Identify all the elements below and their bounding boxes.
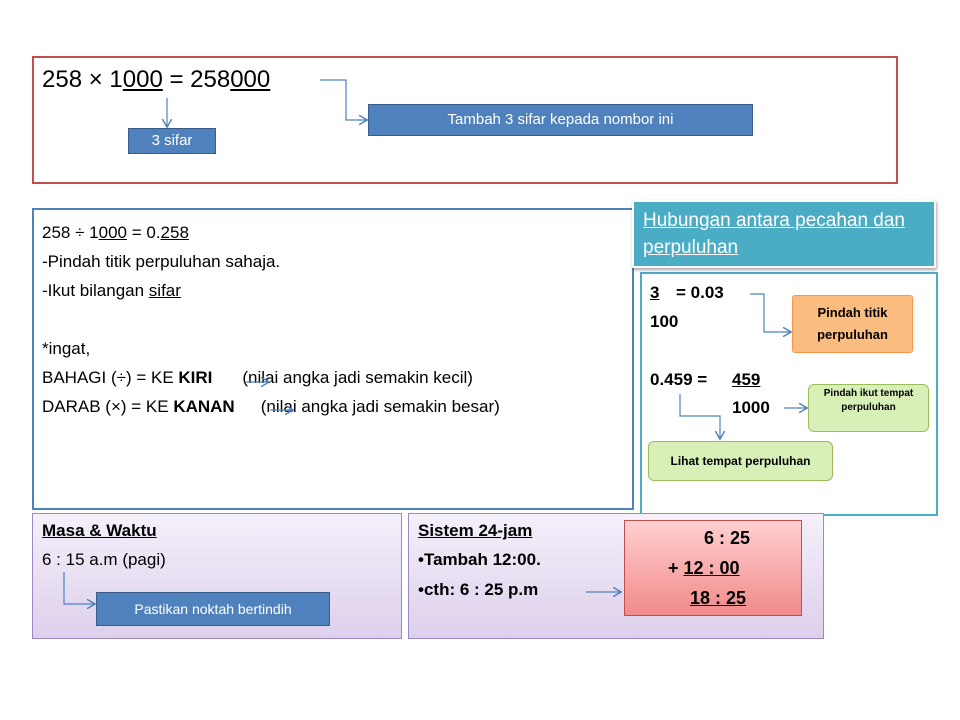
div-eq-prefix: 258 ÷ 1: [42, 223, 99, 242]
division-line-3: [42, 276, 500, 305]
div-eq-mid: = 0.: [126, 223, 161, 242]
division-darab-rule: [42, 392, 500, 421]
division-remember: *ingat,: [42, 339, 91, 358]
addition-line-2: [668, 558, 740, 579]
bahagi-direction: KIRI: [178, 368, 213, 387]
darab-note: (nilai angka jadi semakin besar): [260, 397, 500, 416]
decimal-value: 0.459 =: [650, 370, 708, 389]
div-eq-result: 258: [160, 223, 189, 242]
division-text: [42, 218, 500, 421]
fraction2-numerator: 459: [732, 370, 761, 389]
bahagi-prefix: BAHAGI (÷) = KE: [42, 368, 179, 387]
division-line-2: -Pindah titik perpuluhan sahaja.: [42, 252, 281, 271]
div-line3-word: sifar: [148, 281, 181, 300]
note-move-by-place: Pindah ikut tempat perpuluhan: [808, 384, 929, 432]
fraction1-denominator: 100: [650, 312, 679, 331]
darab-prefix: DARAB (×) = KE: [42, 397, 174, 416]
24-hour-bullet-2: •cth: 6 : 25 p.m: [418, 580, 539, 599]
time-example: 6 : 15 a.m (pagi): [42, 550, 166, 569]
darab-direction: KANAN: [173, 397, 235, 416]
fraction2-denominator: 1000: [732, 398, 770, 417]
addition-result: 18 : 25: [690, 588, 747, 608]
bahagi-note: (nilai angka jadi semakin kecil): [242, 368, 473, 387]
fraction1-equals: = 0.03: [676, 283, 724, 302]
note-see-place: Lihat tempat perpuluhan: [648, 441, 833, 481]
div-line3-prefix: -Ikut bilangan: [42, 281, 149, 300]
addition-addend: 12 : 00: [683, 558, 740, 578]
division-spacer: [42, 305, 500, 334]
mult-eq-zeros-1: 000: [122, 66, 163, 93]
note-colon-align: Pastikan noktah bertindih: [96, 592, 330, 626]
division-bahagi-rule: [42, 363, 500, 392]
note-add-zeros: Tambah 3 sifar kepada nombor ini: [368, 104, 753, 136]
multiplication-equation: [42, 66, 270, 94]
24-hour-bullet-1: •Tambah 12:00.: [418, 550, 541, 569]
time-title: Masa & Waktu: [42, 521, 157, 540]
division-equation: [42, 218, 500, 247]
addition-line-1: 6 : 25: [704, 528, 751, 548]
mult-eq-zeros-2: 000: [230, 66, 271, 93]
note-move-decimal: Pindah titik perpuluhan: [792, 295, 913, 353]
fraction-decimal-title: Hubungan antara pecahan dan perpuluhan: [643, 210, 906, 258]
note-three-zeros: 3 sifar: [128, 128, 216, 154]
mult-eq-mid: = 258: [162, 66, 231, 93]
mult-eq-prefix: 258 × 1: [42, 66, 123, 93]
div-eq-zeros: 000: [98, 223, 127, 242]
addition-plus-sign: +: [668, 558, 684, 578]
24-hour-title: Sistem 24-jam: [418, 521, 533, 540]
fraction1-numerator: 3: [650, 283, 660, 302]
